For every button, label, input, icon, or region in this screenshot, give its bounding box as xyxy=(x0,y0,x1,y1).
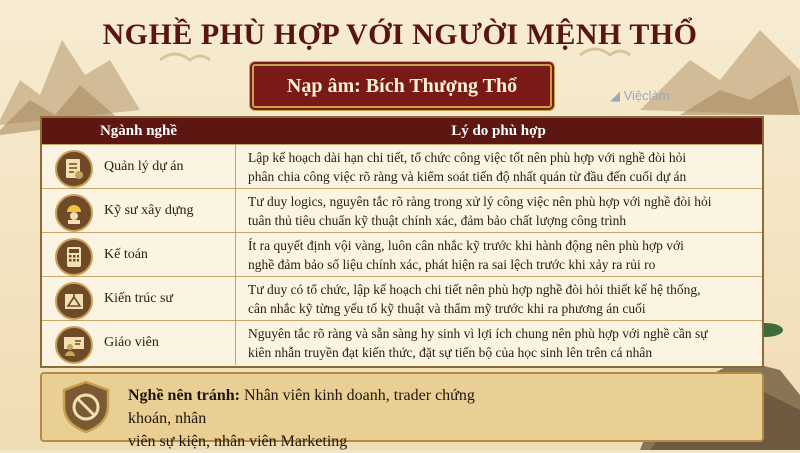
table-row xyxy=(42,320,762,365)
column-header-job: Ngành nghề xyxy=(99,123,178,139)
subtitle-ribbon xyxy=(252,64,552,108)
avoid-jobs-text: Nghề nên tránh: Nhân viên kinh doanh, trader chứng khoán, nhân viên sự kiện, nhân viên Marketing xyxy=(128,387,475,450)
job-name: Giáo viên xyxy=(104,335,159,350)
prohibited-shield-icon xyxy=(60,380,112,434)
job-name: Kiến trúc sư xyxy=(104,291,174,306)
job-reason: Nguyên tắc rõ ràng và sẵn sàng hy sinh vì lợi ích chung nên phù hợp với nghề cần sự kiên nhẫn truyền đạt kiến thức, đặt sự tiến bộ của học sinh lên trên cá nhân xyxy=(248,326,708,360)
job-name: Kế toán xyxy=(104,247,148,262)
job-reason: Lập kế hoạch dài hạn chi tiết, tổ chức công việc tốt nên phù hợp với nghề đòi hỏi phân chia công việc rõ ràng và kiểm soát tiến độ nhất quán từ đầu đến cuối dự án xyxy=(248,150,687,184)
avoid-label: Nghề nên tránh: xyxy=(128,387,241,404)
calculator-icon xyxy=(55,238,93,276)
table-header xyxy=(42,118,762,144)
subtitle-text: Nạp âm: Bích Thượng Thổ xyxy=(286,75,518,97)
brand-icon: ◢ xyxy=(610,88,624,103)
job-reason: Ít ra quyết định vội vàng, luôn cân nhắc kỹ trước khi hành động nên phù hợp với nghề đảm bảo số liệu chính xác, phát hiện ra sai lệch trước khi xảy ra rủi ro xyxy=(248,238,684,272)
job-name: Quản lý dự án xyxy=(104,159,184,174)
blueprint-icon xyxy=(55,282,93,320)
table-row xyxy=(42,144,762,189)
engineer-icon xyxy=(55,194,93,232)
column-header-reason: Lý do phù hợp xyxy=(451,123,546,139)
checklist-icon xyxy=(55,150,93,188)
job-reason: Tư duy có tổ chức, lập kế hoạch chi tiết nên phù hợp nghề đòi hỏi thiết kế hệ thống, cân nhắc kỹ từng yếu tố kỹ thuật và thẩm mỹ trước khi ra phương án cuối xyxy=(248,282,701,316)
table-row xyxy=(42,276,762,321)
page-title: NGHỀ PHÙ HỢP VỚI NGƯỜI MỆNH THỔ xyxy=(102,18,698,51)
job-name: Kỹ sư xây dựng xyxy=(104,203,194,218)
teacher-icon xyxy=(55,326,93,364)
job-reason: Tư duy logics, nguyên tắc rõ ràng trong xử lý công việc nên phù hợp với nghề đòi hỏi tuân thủ tiêu chuẩn kỹ thuật chính xác, đảm bảo chất lượng công trình xyxy=(248,194,712,228)
avoid-jobs-panel xyxy=(40,372,764,450)
brand-logo: ◢ Việclàm xyxy=(610,88,670,103)
career-table xyxy=(40,116,764,368)
table-row xyxy=(42,232,762,277)
table-row xyxy=(42,188,762,233)
